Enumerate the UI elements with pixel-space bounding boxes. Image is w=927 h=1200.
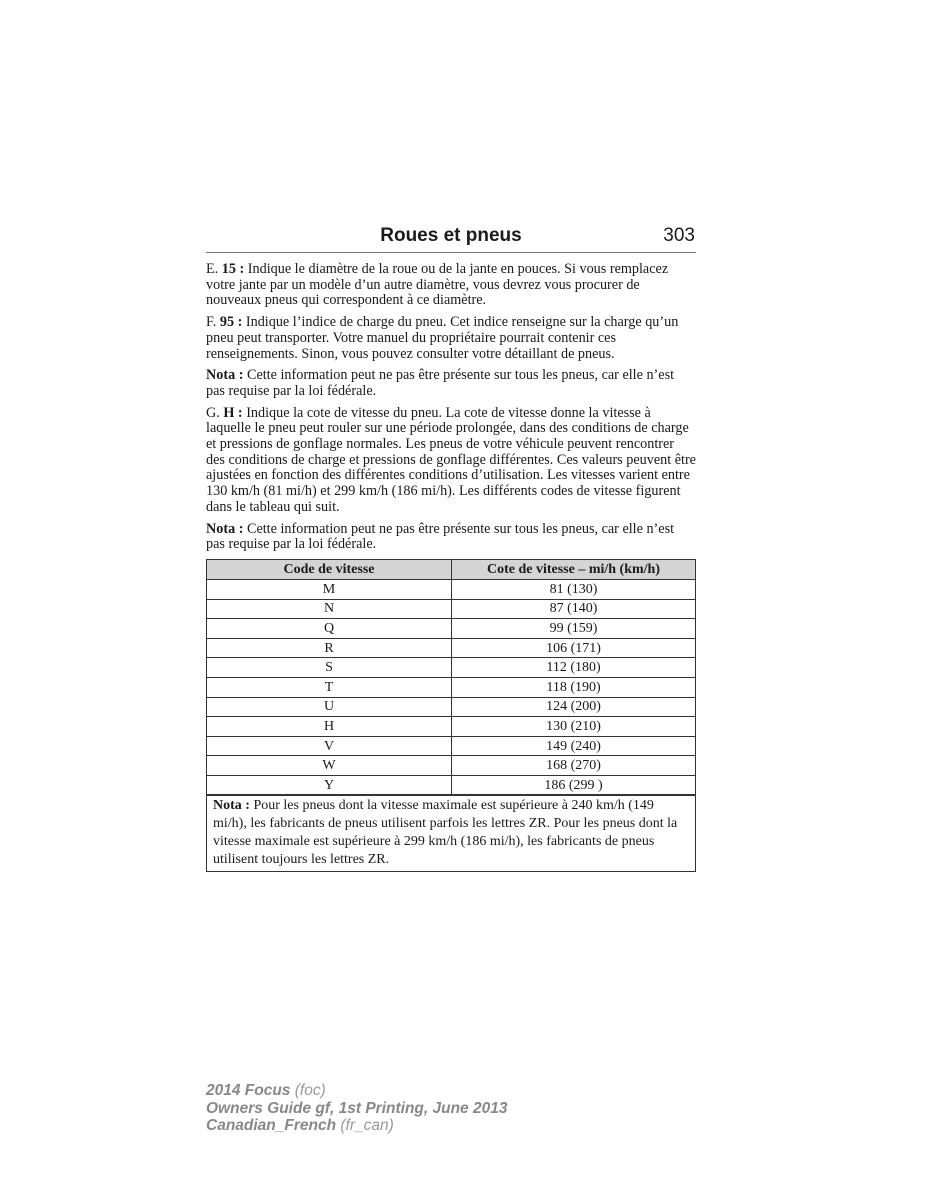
note-text: Cette information peut ne pas être présente sur tous les pneus, car elle n’est pas requise par la loi fédérale. [206, 520, 675, 553]
speed-code-cell: N [207, 599, 452, 619]
table-row [207, 697, 696, 717]
paragraph-key: H : [223, 404, 243, 421]
page-body [206, 262, 696, 872]
speed-code-cell: W [207, 756, 452, 776]
table-row [207, 736, 696, 756]
table-row [207, 658, 696, 678]
note-paragraph [206, 522, 696, 553]
paragraph-e [206, 262, 696, 309]
speed-rating-cell: 149 (240) [452, 736, 696, 756]
table-note [207, 795, 696, 872]
paragraph-text: Indique le diamètre de la roue ou de la jante en pouces. Si vous remplacez votre jante par un modèle d’un autre diamètre, vous devrez vous procurer de nouveaux pneus qui correspondent à ce diamètre. [206, 261, 669, 309]
note-label: Nota : [206, 367, 244, 384]
section-title: Roues et pneus [380, 225, 522, 246]
speed-rating-cell: 81 (130) [452, 579, 696, 599]
note-label: Nota : [206, 520, 244, 537]
note-paragraph [206, 368, 696, 399]
paragraph-g [206, 406, 696, 516]
paragraph-key: 95 : [219, 314, 243, 331]
speed-rating-cell: 130 (210) [452, 717, 696, 737]
table-row [207, 756, 696, 776]
table-row [207, 638, 696, 658]
speed-rating-cell: 118 (190) [452, 677, 696, 697]
speed-code-cell: Q [207, 619, 452, 639]
table-row [207, 677, 696, 697]
speed-rating-cell: 106 (171) [452, 638, 696, 658]
speed-code-cell: V [207, 736, 452, 756]
page-footer [206, 1082, 507, 1135]
speed-code-cell: H [207, 717, 452, 737]
table-row [207, 717, 696, 737]
speed-rating-cell: 186 (299 ) [452, 775, 696, 795]
speed-code-cell: U [207, 697, 452, 717]
speed-rating-cell: 99 (159) [452, 619, 696, 639]
table-note-row [207, 795, 696, 872]
speed-code-cell: M [207, 579, 452, 599]
page-header [206, 224, 696, 253]
paragraph-prefix: G. [206, 404, 220, 421]
note-label: Nota : [213, 798, 250, 814]
speed-rating-cell: 124 (200) [452, 697, 696, 717]
paragraph-f [206, 315, 696, 362]
speed-rating-cell: 112 (180) [452, 658, 696, 678]
page-number: 303 [663, 225, 695, 246]
paragraph-prefix: F. [206, 314, 217, 331]
footer-line-2 [206, 1100, 507, 1118]
table-body [207, 579, 696, 795]
paragraph-key: 15 : [221, 261, 245, 277]
footer-model-code: (foc) [294, 1082, 326, 1099]
note-text: Pour les pneus dont la vitesse maximale est supérieure à 240 km/h (149 mi/h), les fabricants de pneus utilisent parfois les lettres ZR. Pour les pneus dont la vitesse maximale est supérieure à 299 km/h (186 mi/h), les fabricants de pneus utilisent toujours les lettres ZR. [213, 798, 678, 868]
table-row [207, 619, 696, 639]
footer-line-3 [206, 1117, 507, 1135]
speed-code-cell: S [207, 658, 452, 678]
footer-printing: Owners Guide gf, 1st Printing, June 2013 [206, 1099, 508, 1117]
speed-rating-cell: 168 (270) [452, 756, 696, 776]
speed-code-cell: T [207, 677, 452, 697]
paragraph-prefix: E. [206, 261, 219, 277]
footer-line-1 [206, 1082, 507, 1100]
speed-code-cell: Y [207, 775, 452, 795]
column-header-code: Code de vitesse [207, 559, 452, 579]
paragraph-text: Indique la cote de vitesse du pneu. La cote de vitesse donne la vitesse à laquelle le pneu peut rouler sur une période prolongée, dans des conditions de charge et pressions de gonflage normales. Les pneus de votre véhicule peuvent rencontrer des conditions de charge et pressions de gonflage différentes. Ces valeurs peuvent être ajustées en fonction des différentes conditions d’utilisation. Les vitesses varient entre 130 km/h (81 mi/h) et 299 km/h (186 mi/h). Les différents codes de vitesse figurent dans le tableau qui suit. [206, 404, 696, 515]
table-row [207, 599, 696, 619]
table-row [207, 579, 696, 599]
table-header-row [207, 559, 696, 579]
column-header-rating: Cote de vitesse – mi/h (km/h) [452, 559, 696, 579]
paragraph-text: Indique l’indice de charge du pneu. Cet indice renseigne sur la charge qu’un pneu peut transporter. Votre manuel du propriétaire pourrait contenir ces renseignements. Sinon, vous pouvez consulter votre détaillant de pneus. [206, 314, 679, 362]
speed-rating-table [206, 559, 696, 873]
footer-model: 2014 Focus [206, 1082, 291, 1099]
table-row [207, 775, 696, 795]
footer-language: Canadian_French [206, 1117, 337, 1134]
note-text: Cette information peut ne pas être présente sur tous les pneus, car elle n’est pas requise par la loi fédérale. [206, 367, 675, 399]
footer-language-code: (fr_can) [340, 1117, 394, 1134]
speed-rating-cell: 87 (140) [452, 599, 696, 619]
speed-code-cell: R [207, 638, 452, 658]
